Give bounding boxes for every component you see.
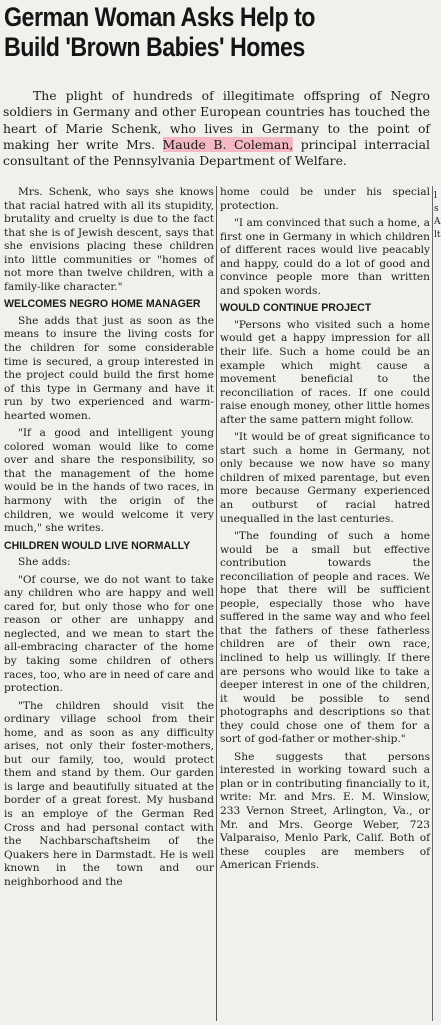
headline-line-2: Build 'Brown Babies' Homes (4, 32, 305, 62)
left-paragraph-6: "The children should visit the ordinary village school from their home, and as soon as any difficulty arises, not only their foster-mothers, but our family, too, would protect them and stand by them. Our garden is large and beautifully situated at the border of a great forest. My husband is an employe of the German Red Cross and had personal contact with the Nachbarschaftsheim of the Quakers here in Darmstadt. He is well known in the town and our neighborhood and the (4, 699, 214, 888)
right-paragraph-1: home could be under his special protection. (220, 186, 430, 212)
right-paragraph-6: She suggests that persons interested in working toward such a plan or in contributing financially to it, write: Mr. and Mrs. E. M. Winslow, 233 Vernon Street, Arlington, Va., or Mr. and Mrs. George Weber, 723 Valparaiso, Menlo Park, Calif. Both of these couples are members of American Friends. (220, 750, 430, 872)
subhead-would-continue-project: WOULD CONTINUE PROJECT (220, 302, 372, 315)
right-paragraph-4: "It would be of great significance to start such a home in Germany, not only because we now have so many children of mixed parentage, but even more because Germany experienced an outburst of racial hatred unequalled in the last centuries. (220, 431, 430, 525)
adjacent-column-rule (432, 186, 433, 1021)
right-column (220, 186, 430, 877)
left-paragraph-3: "If a good and intelligent young colored woman would like to come over and share the responsibility, so that the management of the home would be in the hands of two races, in harmony with the origin of the children, we would welcome it very much," she writes. (4, 427, 214, 535)
subhead-children-would-live-normally: CHILDREN WOULD LIVE NORMALLY (4, 539, 191, 552)
adjacent-column-fragment: lsAlt (434, 191, 441, 240)
headline-line-1: German Woman Asks Help to (4, 2, 315, 32)
left-paragraph-5: "Of course, we do not want to take any children who are happy and well cared for, but only those who for one reason or other are unhappy and neglected, and we mean to start the all-embracing character of the home by taking some children of others races, too, who are in need of care and protection. (4, 573, 214, 695)
left-column (4, 186, 214, 893)
right-paragraph-3: "Persons who visited such a home would get a happy impression for all their life. Such a home could be an example which might cause a movement beneficial to the reconciliation of races. If one could raise enough money, other little homes after the same pattern might follow. (220, 318, 430, 426)
highlighted-name: Maude B. Coleman, (162, 136, 294, 152)
lede-paragraph (3, 88, 430, 169)
left-paragraph-4: She adds: (18, 556, 71, 569)
column-rule (216, 186, 217, 1021)
right-paragraph-5: "The founding of such a home would be a small but effective contribution towards the reconciliation of people and races. We hope that there will be sufficient people, especially those who have suffered in the same way and who feel that the fathers of these fatherless children are of their own race, inclined to help us willingly. If there are persons who would like to take a deeper interest in one of the children, it would be possible to send photographs and descriptions so that they could chose one of them for a sort of god-father or mother-ship." (220, 530, 430, 746)
subhead-welcomes-negro-home-manager: WELCOMES NEGRO HOME MANAGER (4, 298, 201, 311)
left-paragraph-2: She adds that just as soon as the means to insure the living costs for the children for some considerable time is secured, a group interested in the project could build the first home of this type in Germany and have it run by two experienced and warm-hearted women. (4, 314, 214, 422)
right-paragraph-2: "I am convinced that such a home, a first one in Germany in which children of different races would live peacably and happy, could do a lot of good and convince people more than written and spoken words. (220, 217, 430, 297)
left-paragraph-1: Mrs. Schenk, who says she knows that racial hatred with all its stupidity, brutality and cruelty is due to the fact that she is of Jewish descent, says that she envisions placing these children into little communities or "homes of not more than twelve children, with a family-like character." (4, 186, 214, 293)
lede-text-start: The plight of hundreds of illegitimate offspring of Negro soldiers in Germany and other European countries has touched the heart of Marie Schenk, who lives in Germany to the point of making her write Mrs. (3, 88, 430, 152)
headline (4, 2, 365, 62)
lede-text-end: principal interracial consultant of the Pennsylvania Department of Welfare. (3, 136, 430, 169)
